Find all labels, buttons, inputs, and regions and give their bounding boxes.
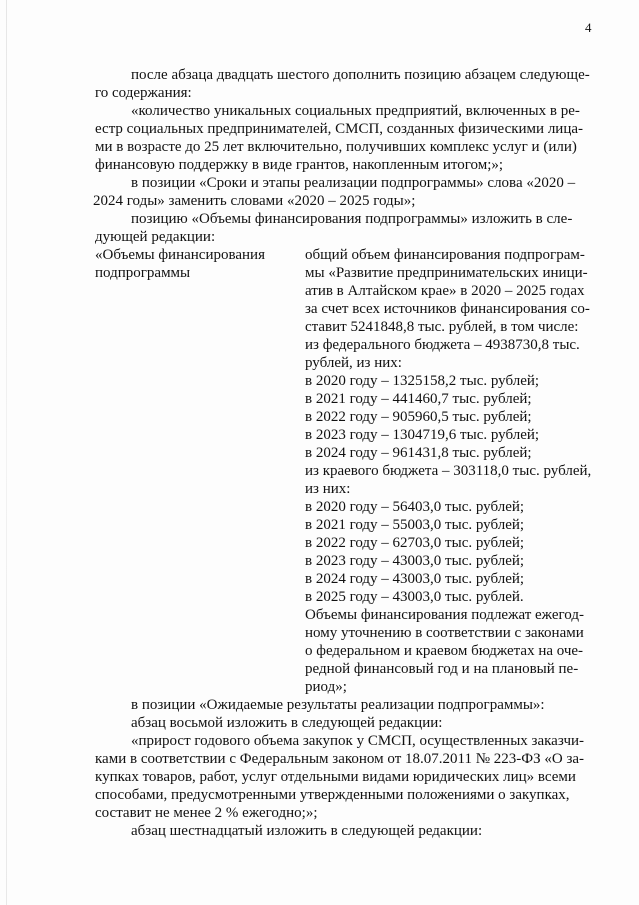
- table-value-line: ному уточнению в соответствии с законами: [305, 625, 584, 641]
- table-value-line: мы «Развитие предпринимательских иници-: [305, 265, 588, 281]
- table-value-line: редной финансовый год и на плановый пе-: [305, 661, 579, 677]
- table-label-line: подпрограммы: [95, 265, 191, 281]
- table-label-line: «Объемы финансирования: [95, 247, 265, 263]
- text-line: способами, предусмотренными утвержденными положениями о закупках,: [95, 787, 570, 803]
- table-value-line: в 2021 году – 441460,7 тыс. рублей;: [305, 391, 532, 407]
- table-value-line: в 2022 году – 905960,5 тыс. рублей;: [305, 409, 532, 425]
- table-value-line: за счет всех источников финансирования со-: [305, 301, 590, 317]
- text-line: «количество уникальных социальных предприятий, включенных в ре-: [131, 103, 580, 119]
- table-value-line: Объемы финансирования подлежат ежегод-: [305, 607, 584, 623]
- table-value-line: из них:: [305, 481, 351, 497]
- table-value-line: о федеральном и краевом бюджетах на оче-: [305, 643, 584, 659]
- table-value-line: из федерального бюджета – 4938730,8 тыс.: [305, 337, 580, 353]
- text-line: естр социальных предпринимателей, СМСП, созданных физическими лица-: [95, 121, 584, 137]
- text-line: купках товаров, работ, услуг отдельными видами юридических лиц» всеми: [95, 769, 576, 785]
- table-value-line: общий объем финансирования подпрограм-: [305, 247, 585, 263]
- scan-edge: [6, 0, 7, 905]
- text-line: абзац шестнадцатый изложить в следующей редакции:: [131, 823, 483, 839]
- table-value-line: в 2023 году – 43003,0 тыс. рублей;: [305, 553, 525, 569]
- table-value-line: рублей, из них:: [305, 355, 402, 371]
- table-value-line: в 2024 году – 43003,0 тыс. рублей;: [305, 571, 525, 587]
- table-value-line: ставит 5241848,8 тыс. рублей, в том числе:: [305, 319, 579, 335]
- page-number: 4: [585, 20, 592, 35]
- table-value-line: в 2022 году – 62703,0 тыс. рублей;: [305, 535, 525, 551]
- text-line: в позиции «Сроки и этапы реализации подпрограммы» слова «2020 –: [131, 175, 576, 191]
- table-value-line: из краевого бюджета – 303118,0 тыс. рублей,: [305, 463, 592, 479]
- text-line: го содержания:: [95, 85, 192, 101]
- text-line: ками в соответствии с Федеральным законом от 18.07.2011 № 223-ФЗ «О за-: [95, 751, 585, 767]
- text-line: после абзаца двадцать шестого дополнить позицию абзацем следующе-: [131, 67, 590, 83]
- table-value-line: в 2023 году – 1304719,6 тыс. рублей;: [305, 427, 540, 443]
- table-value-line: в 2020 году – 1325158,2 тыс. рублей;: [305, 373, 540, 389]
- text-line: «прирост годового объема закупок у СМСП, осуществленных заказчи-: [131, 733, 585, 749]
- table-value-line: в 2020 году – 56403,0 тыс. рублей;: [305, 499, 525, 515]
- text-line: 2024 годы» заменить словами «2020 – 2025 годы»;: [93, 193, 416, 209]
- text-line: финансовую поддержку в виде грантов, накопленным итогом;»;: [95, 157, 504, 173]
- table-value-line: в 2021 году – 55003,0 тыс. рублей;: [305, 517, 525, 533]
- table-value-line: в 2024 году – 961431,8 тыс. рублей;: [305, 445, 532, 461]
- table-value-line: атив в Алтайском крае» в 2020 – 2025 годах: [305, 283, 585, 299]
- text-line: составит не менее 2 % ежегодно;»;: [95, 805, 318, 821]
- text-line: дующей редакции:: [95, 229, 216, 245]
- text-line: позицию «Объемы финансирования подпрограммы» изложить в сле-: [131, 211, 573, 227]
- text-line: ми в возрасте до 25 лет включительно, получивших комплекс услуг и (или): [95, 139, 577, 155]
- table-value-line: в 2025 году – 43003,0 тыс. рублей.: [305, 589, 524, 605]
- text-line: абзац восьмой изложить в следующей редакции:: [131, 715, 443, 731]
- table-value-line: риод»;: [305, 679, 347, 695]
- text-line: в позиции «Ожидаемые результаты реализации подпрограммы»:: [131, 697, 545, 713]
